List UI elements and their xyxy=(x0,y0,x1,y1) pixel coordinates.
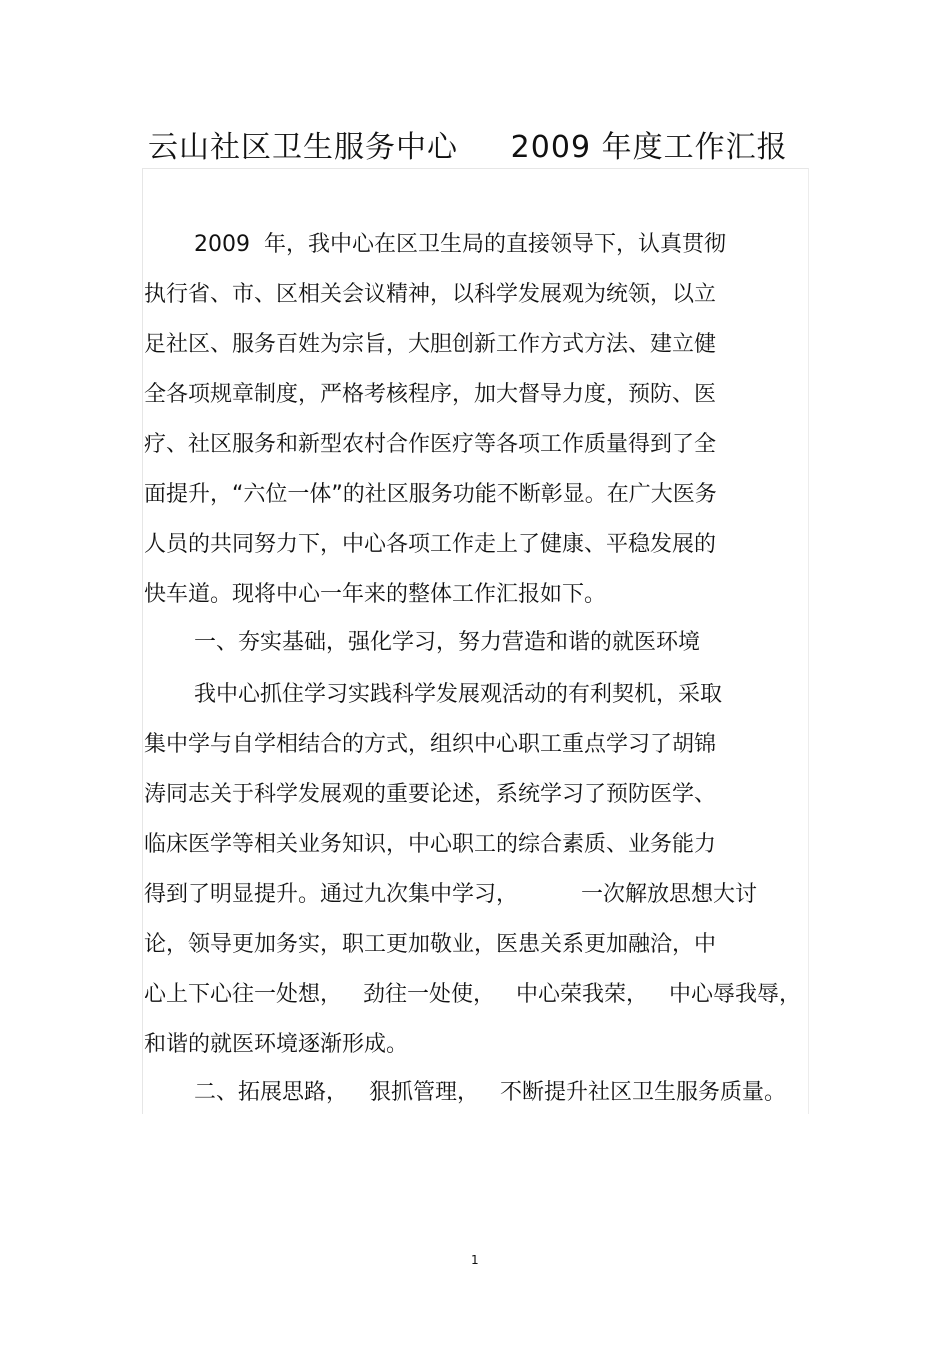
document-title: 云山社区卫生服务中心 2009 年度工作汇报 xyxy=(148,130,788,165)
paragraph-line: 快车道。现将中心一年来的整体工作汇报如下。 xyxy=(144,582,607,607)
paragraph-line: 论，领导更加务实，职工更加敬业，医患关系更加融洽，中 xyxy=(144,932,717,957)
paragraph-line: 全各项规章制度，严格考核程序，加大督导力度，预防、医 xyxy=(144,382,717,407)
paragraph-line: 临床医学等相关业务知识，中心职工的综合素质、业务能力 xyxy=(144,832,717,857)
section-heading: 一、夯实基础，强化学习，努力营造和谐的就医环境 xyxy=(194,630,701,655)
paragraph-line: 足社区、服务百姓为宗旨，大胆创新工作方式方法、建立健 xyxy=(144,332,717,357)
paragraph-line: 集中学与自学相结合的方式，组织中心职工重点学习了胡锦 xyxy=(144,732,717,757)
paragraph-line: 面提升，“六位一体”的社区服务功能不断彰显。在广大医务 xyxy=(144,482,717,507)
paragraph-line: 疗、社区服务和新型农村合作医疗等各项工作质量得到了全 xyxy=(144,432,717,457)
paragraph-line: 执行省、市、区相关会议精神，以科学发展观为统领，以立 xyxy=(144,282,717,307)
paragraph-line: 人员的共同努力下，中心各项工作走上了健康、平稳发展的 xyxy=(144,532,717,557)
paragraph-line: 涛同志关于科学发展观的重要论述，系统学习了预防医学、 xyxy=(144,782,717,807)
page-number: 1 xyxy=(471,1253,479,1267)
paragraph-line: 我中心抓住学习实践科学发展观活动的有利契机，采取 xyxy=(194,682,723,707)
section-heading: 二、拓展思路， 狠抓管理， 不断提升社区卫生服务质量。 xyxy=(194,1080,786,1105)
paragraph-line: 心上下心往一处想， 劲往一处使， 中心荣我荣， 中心辱我辱， xyxy=(144,982,801,1007)
paragraph-line: 和谐的就医环境逐渐形成。 xyxy=(144,1032,409,1057)
paragraph-line: 得到了明显提升。通过九次集中学习， 一次解放思想大讨 xyxy=(144,882,757,907)
paragraph-line: 2009 年，我中心在区卫生局的直接领导下，认真贯彻 xyxy=(194,232,726,257)
